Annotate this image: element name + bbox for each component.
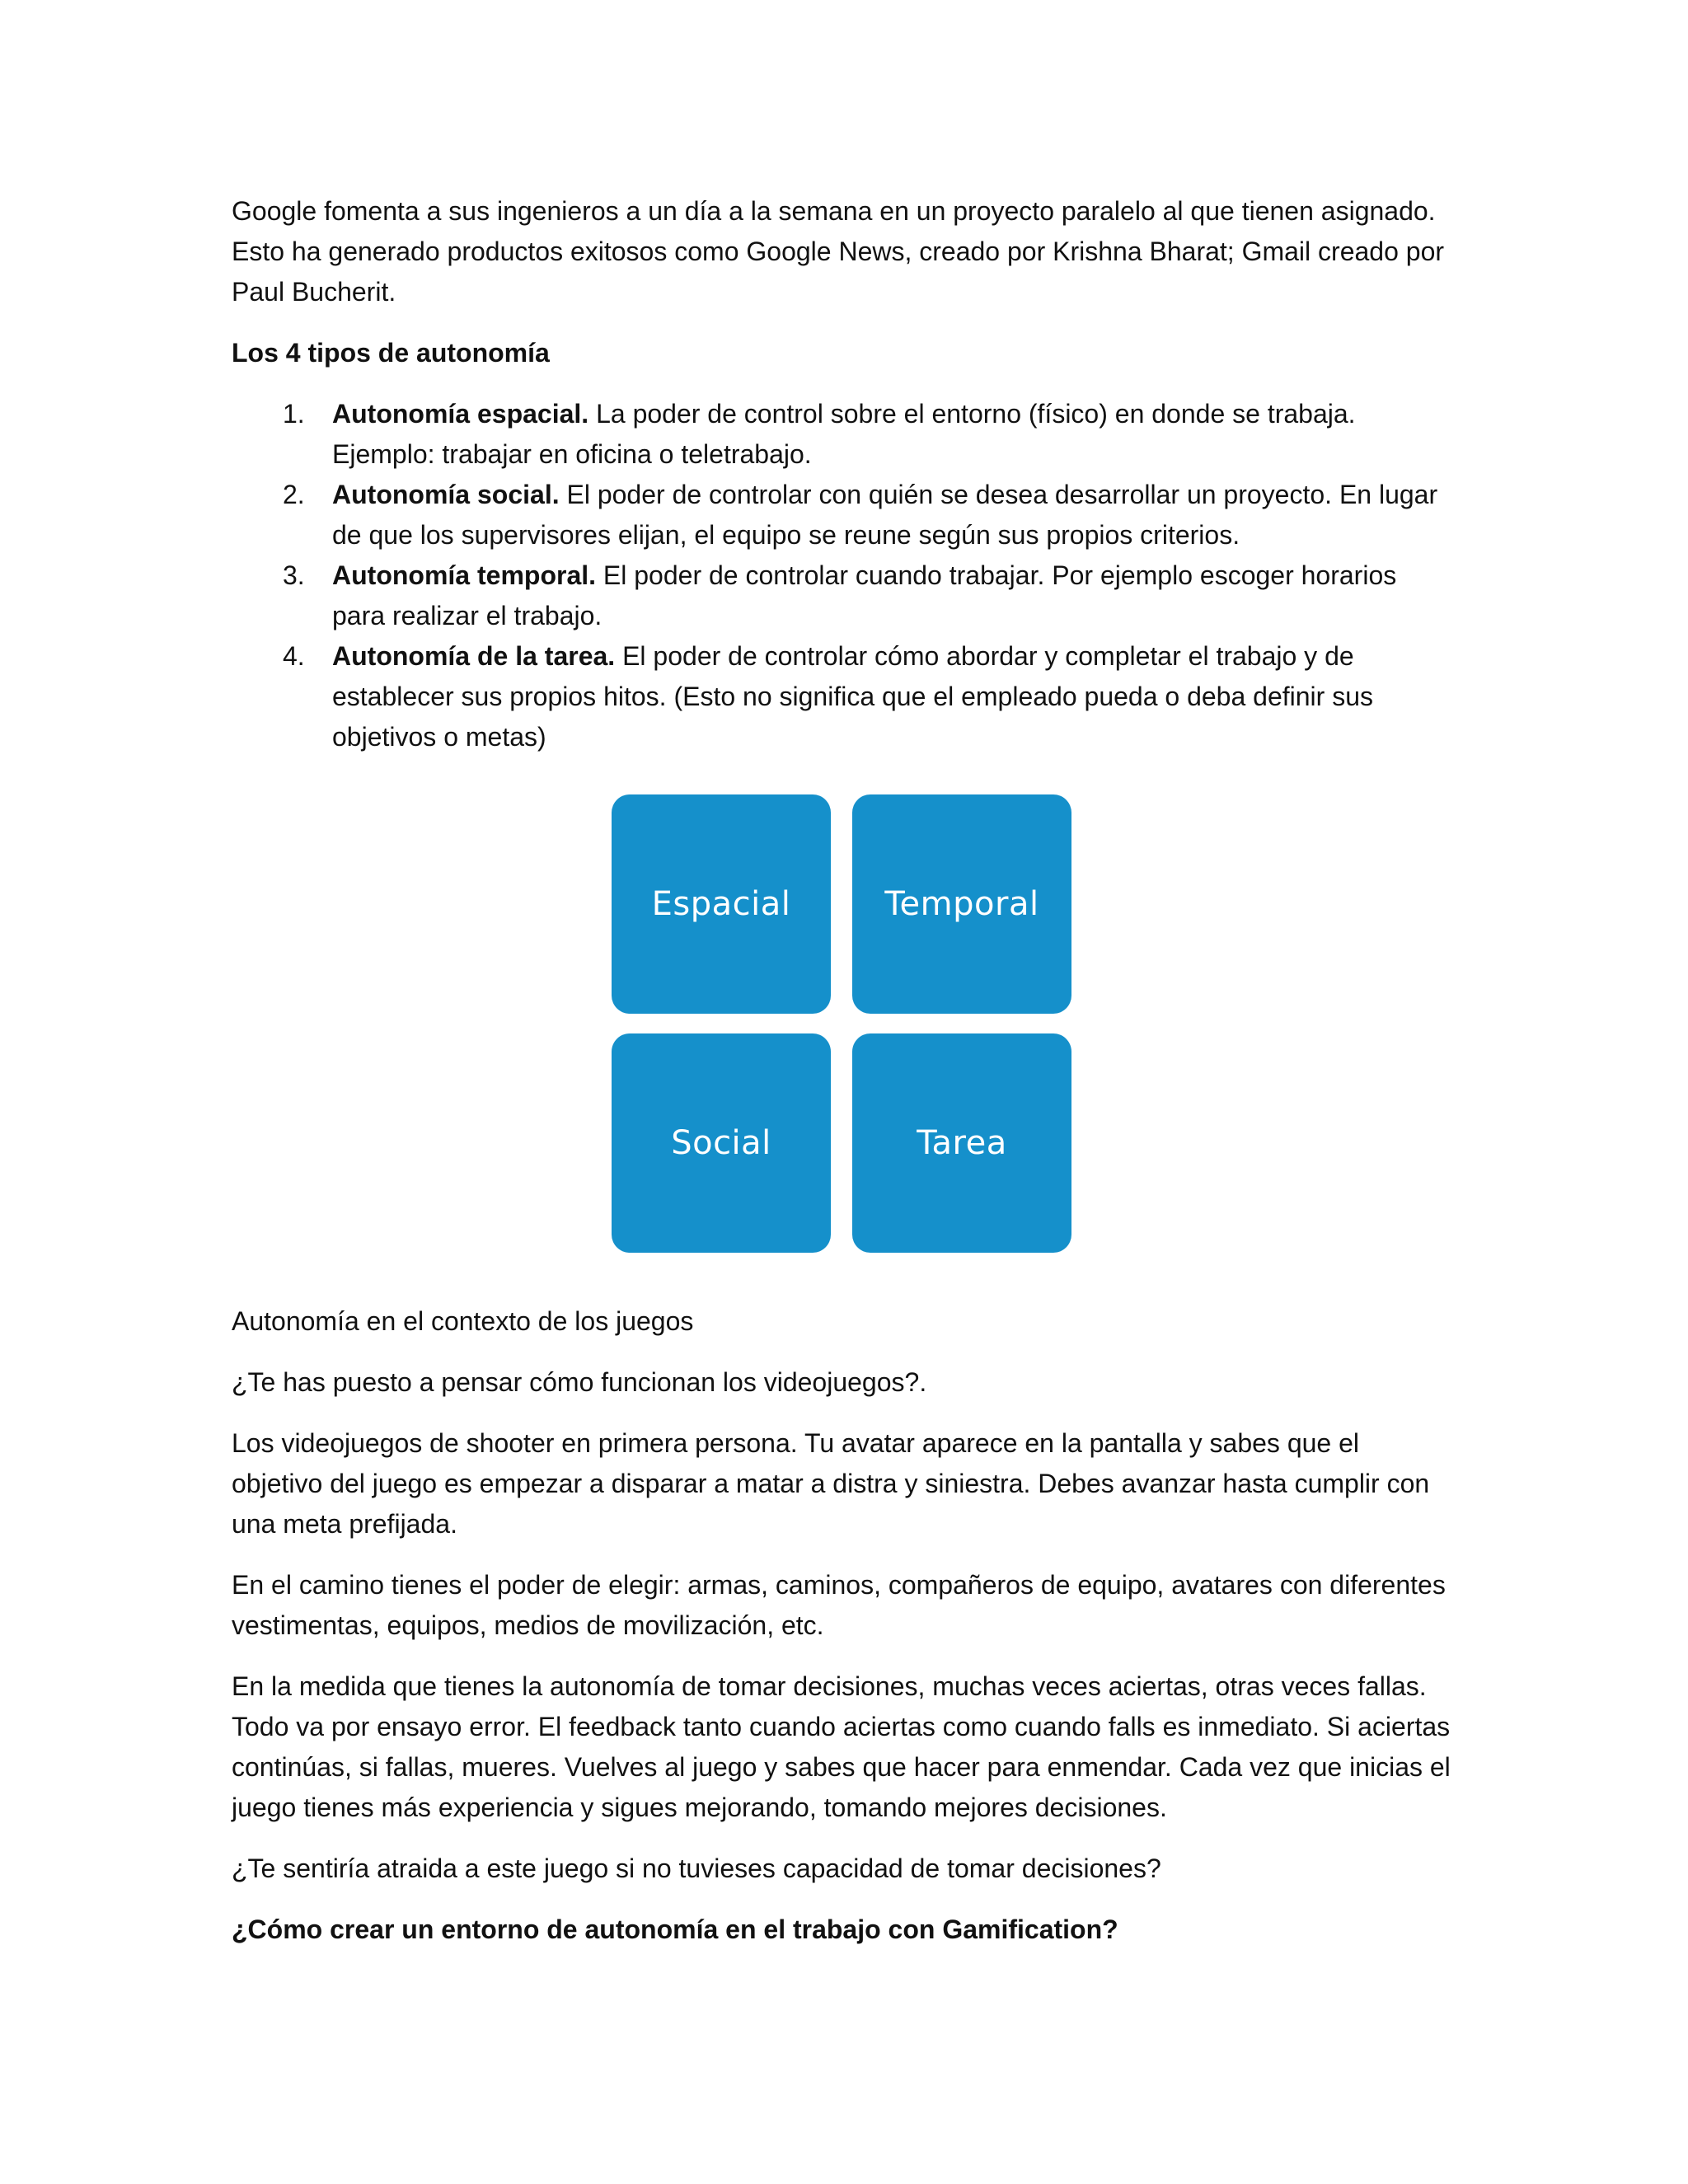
list-number: 2. (283, 480, 305, 509)
list-number: 1. (283, 399, 305, 429)
closing-heading: ¿Cómo crear un entorno de autonomía en el trabajo con Gamification? (232, 1915, 1118, 1944)
list-item-title: Autonomía social. (332, 480, 560, 509)
list-item-title: Autonomía de la tarea. (332, 641, 616, 671)
tile-tarea: Tarea (852, 1033, 1071, 1253)
tile-temporal: Temporal (852, 794, 1071, 1014)
list-item (232, 636, 1451, 757)
autonomy-types-list (232, 394, 1451, 757)
games-context-heading: Autonomía en el contexto de los juegos (232, 1306, 694, 1336)
list-item-text: El poder de controlar con quién se desea desarrollar un proyecto. En lugar de que los supervisores elijan, el equipo se reune según sus propios criterios. (332, 480, 1438, 550)
types-heading: Los 4 tipos de autonomía (232, 338, 550, 368)
list-number: 3. (283, 560, 305, 590)
list-item (232, 555, 1451, 636)
list-item-title: Autonomía temporal. (332, 560, 597, 590)
document-page (232, 191, 1451, 1971)
list-item-text: El poder de controlar cómo abordar y completar el trabajo y de establecer sus propios hitos. (Esto no significa que el empleado pueda o deba definir sus objetivos o metas) (332, 641, 1373, 752)
list-item-text: El poder de controlar cuando trabajar. Por ejemplo escoger horarios para realizar el trabajo. (332, 560, 1397, 630)
list-number: 4. (283, 641, 305, 671)
list-item-title: Autonomía espacial. (332, 399, 589, 429)
intro-paragraph: Google fomenta a sus ingenieros a un día a la semana en un proyecto paralelo al que tienen asignado. Esto ha generado productos exitosos como Google News, creado por Krishna Bharat; Gmail creado por Paul Bucherit. (232, 196, 1445, 307)
autonomy-diagram (612, 794, 1073, 1256)
tile-espacial: Espacial (612, 794, 831, 1014)
choices-paragraph: En el camino tienes el poder de elegir: armas, caminos, compañeros de equipo, avatares con diferentes vestimentas, equipos, medios de movilización, etc. (232, 1570, 1446, 1640)
list-item (232, 394, 1451, 475)
shooter-paragraph: Los videojuegos de shooter en primera persona. Tu avatar aparece en la pantalla y sabes que el objetivo del juego es empezar a disparar a matar a distra y siniestra. Debes avanzar hasta cumplir con una meta prefijada. (232, 1428, 1430, 1539)
question-paragraph: ¿Te has puesto a pensar cómo funcionan los videojuegos?. (232, 1367, 927, 1397)
list-item (232, 475, 1451, 555)
tile-social: Social (612, 1033, 831, 1253)
attraction-question: ¿Te sentiría atraida a este juego si no tuvieses capacidad de tomar decisiones? (232, 1854, 1161, 1883)
decisions-paragraph: En la medida que tienes la autonomía de tomar decisiones, muchas veces aciertas, otras veces fallas. Todo va por ensayo error. El feedback tanto cuando aciertas como cuando falls es inmediato. Si aciertas continúas, si fallas, mueres. Vuelves al juego y sabes que hacer para enmendar. Cada vez que inicias el juego tienes más experiencia y sigues mejorando, tomando mejores decisiones. (232, 1671, 1451, 1822)
list-item-text: La poder de control sobre el entorno (físico) en donde se trabaja. Ejemplo: trabajar en oficina o teletrabajo. (332, 399, 1356, 469)
